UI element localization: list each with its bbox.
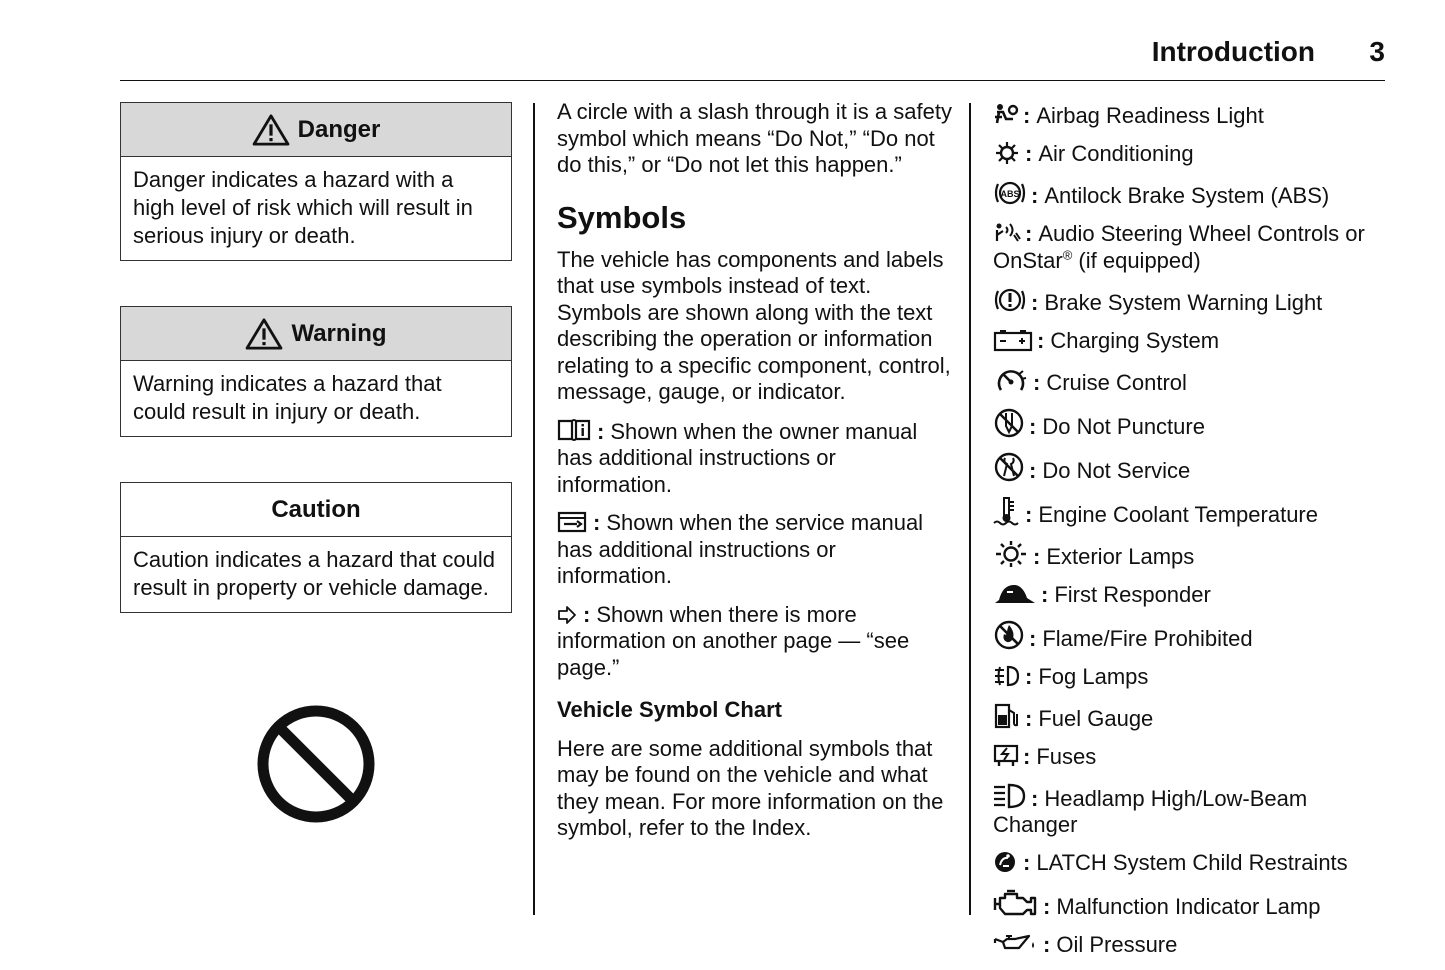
symbol-label: Flame/Fire Prohibited bbox=[1042, 625, 1253, 651]
symbol-label: Fuses bbox=[1036, 743, 1097, 769]
symbol-item: ABS : Antilock Brake System (ABS) bbox=[993, 179, 1393, 210]
caution-box bbox=[120, 482, 512, 613]
symbol-item: : Headlamp High/Low-Beam Changer bbox=[993, 782, 1393, 839]
latch-icon bbox=[993, 850, 1019, 874]
service-manual-icon bbox=[557, 511, 587, 533]
symbol-item: : Fuses bbox=[993, 744, 1393, 771]
symbol-label: Cruise Control bbox=[1046, 369, 1187, 395]
coolant-temp-icon bbox=[993, 496, 1021, 526]
danger-header bbox=[121, 103, 511, 157]
chart-paragraph: Here are some additional symbols that may be found on the vehicle and what they mean. For more information on the symbol, refer to the Index. bbox=[557, 735, 944, 840]
brake-warning-icon bbox=[993, 286, 1027, 314]
symbol-label: Charging System bbox=[1050, 327, 1220, 353]
airbag-icon bbox=[993, 103, 1019, 127]
chart-heading: Vehicle Symbol Chart bbox=[557, 697, 782, 722]
warning-header bbox=[121, 307, 511, 361]
symbol-item: : Oil Pressure bbox=[993, 932, 1393, 959]
symbol-label: Airbag Readiness Light bbox=[1036, 103, 1264, 128]
fog-lamps-icon bbox=[993, 664, 1021, 688]
danger-text: Danger indicates a hazard with a high level of risk which will result in serious injury or death. bbox=[133, 167, 473, 248]
symbol-label: Do Not Service bbox=[1042, 457, 1191, 483]
symbol-item: : Air Conditioning bbox=[993, 141, 1393, 168]
symbol-label: Do Not Puncture bbox=[1042, 413, 1205, 439]
symbol-item: : Do Not Service bbox=[993, 452, 1393, 485]
symbols-heading: Symbols bbox=[557, 199, 687, 235]
symbol-item: : Airbag Readiness Light bbox=[993, 103, 1393, 130]
exterior-lamps-icon bbox=[993, 540, 1029, 568]
symbol-item: : Exterior Lamps bbox=[993, 540, 1393, 571]
battery-icon bbox=[993, 328, 1033, 352]
symbol-label: Fog Lamps bbox=[1038, 663, 1149, 689]
symbol-item: : Brake System Warning Light bbox=[993, 286, 1393, 317]
warning-triangle-icon bbox=[245, 318, 283, 350]
danger-box bbox=[120, 102, 512, 261]
engine-icon bbox=[993, 888, 1039, 918]
symbol-item: : First Responder bbox=[993, 582, 1393, 609]
symbol-label: First Responder bbox=[1054, 581, 1211, 607]
symbol-label: Engine Coolant Temperature bbox=[1038, 501, 1318, 527]
intro-paragraph: A circle with a slash through it is a safety symbol which means “Do Not,” “Do not do this,” or “Do not let this happen.” bbox=[557, 99, 952, 177]
symbol-item: : Flame/Fire Prohibited bbox=[993, 620, 1393, 653]
symbol-item: : LATCH System Child Restraints bbox=[993, 850, 1393, 877]
headlamp-beam-icon bbox=[993, 782, 1027, 810]
symbols-paragraph: The vehicle has components and labels that use symbols instead of text. Symbols are shown along with the text describing the operation or information relating to a specific component, control, message, gauge, or indicator. bbox=[557, 246, 951, 404]
section-title: Introduction bbox=[1151, 36, 1315, 67]
symbol-label: Fuel Gauge bbox=[1038, 705, 1154, 731]
symbol-chart bbox=[993, 103, 1393, 970]
flame-prohibited-icon bbox=[993, 620, 1025, 650]
abs-icon bbox=[993, 179, 1027, 207]
do-not-puncture-icon bbox=[993, 408, 1025, 438]
symbol-label: Exterior Lamps bbox=[1046, 543, 1195, 569]
arrow-right-icon bbox=[557, 605, 577, 625]
page-header bbox=[120, 30, 1385, 81]
registered-mark: ® bbox=[1062, 247, 1073, 263]
caution-header bbox=[121, 483, 511, 537]
do-not-symbol-icon bbox=[255, 703, 377, 825]
oil-pressure-icon bbox=[993, 932, 1039, 956]
service-manual-text: Shown when the service manual has additional instructions or information. bbox=[557, 510, 924, 588]
svg-text:ABS: ABS bbox=[1000, 189, 1020, 199]
fuses-icon bbox=[993, 744, 1019, 768]
symbol-item: : Engine Coolant Temperature bbox=[993, 496, 1393, 529]
symbol-item: : Audio Steering Wheel Controls or OnStar® (if equipped) bbox=[993, 221, 1365, 273]
symbol-label: Antilock Brake System (ABS) bbox=[1044, 183, 1330, 208]
symbol-label: Oil Pressure bbox=[1056, 932, 1178, 957]
warning-triangle-icon bbox=[252, 114, 290, 146]
see-page-note: : Shown when there is more information on another page — “see page.” bbox=[557, 601, 910, 680]
page-number: 3 bbox=[1369, 36, 1385, 67]
symbol-label: Audio Steering Wheel Controls or OnStar bbox=[993, 221, 1365, 273]
warning-text: Warning indicates a hazard that could result in injury or death. bbox=[133, 371, 442, 424]
owner-manual-icon bbox=[557, 418, 591, 442]
column-divider bbox=[533, 103, 535, 915]
first-responder-icon bbox=[993, 582, 1037, 606]
symbol-label: Brake System Warning Light bbox=[1044, 289, 1323, 315]
symbol-item: : Charging System bbox=[993, 328, 1393, 355]
danger-title: Danger bbox=[297, 115, 381, 143]
symbol-label: Air Conditioning bbox=[1038, 141, 1194, 166]
symbol-item: : Cruise Control bbox=[993, 366, 1393, 397]
symbol-label: Headlamp High/Low-Beam Changer bbox=[993, 785, 1308, 837]
symbol-item: : Malfunction Indicator Lamp bbox=[993, 888, 1393, 921]
owner-manual-text: Shown when the owner manual has additional instructions or information. bbox=[557, 418, 918, 497]
middle-column bbox=[557, 99, 952, 842]
symbol-label: Malfunction Indicator Lamp bbox=[1056, 894, 1321, 919]
steering-wheel-controls-icon bbox=[993, 221, 1021, 245]
caution-text: Caution indicates a hazard that could result in property or vehicle damage. bbox=[133, 547, 496, 600]
column-divider bbox=[969, 103, 971, 915]
symbol-item: : Fog Lamps bbox=[993, 664, 1393, 691]
service-manual-note: : Shown when the service manual has additional instructions or information. bbox=[557, 510, 924, 588]
symbol-label-suffix: (if equipped) bbox=[1072, 247, 1201, 273]
symbol-item: : Fuel Gauge bbox=[993, 702, 1393, 733]
see-page-text: Shown when there is more information on another page — “see page.” bbox=[557, 601, 910, 680]
cruise-control-icon bbox=[993, 366, 1029, 394]
symbol-label: LATCH System Child Restraints bbox=[1036, 850, 1348, 875]
do-not-service-icon bbox=[993, 452, 1025, 482]
fuel-gauge-icon bbox=[993, 702, 1021, 730]
warning-title: Warning bbox=[291, 319, 387, 347]
owner-manual-note: : Shown when the owner manual has additional instructions or information. bbox=[557, 418, 918, 497]
caution-title: Caution bbox=[271, 495, 361, 523]
air-conditioning-icon bbox=[993, 141, 1021, 165]
symbol-item: : Do Not Puncture bbox=[993, 408, 1393, 441]
warning-box bbox=[120, 306, 512, 437]
